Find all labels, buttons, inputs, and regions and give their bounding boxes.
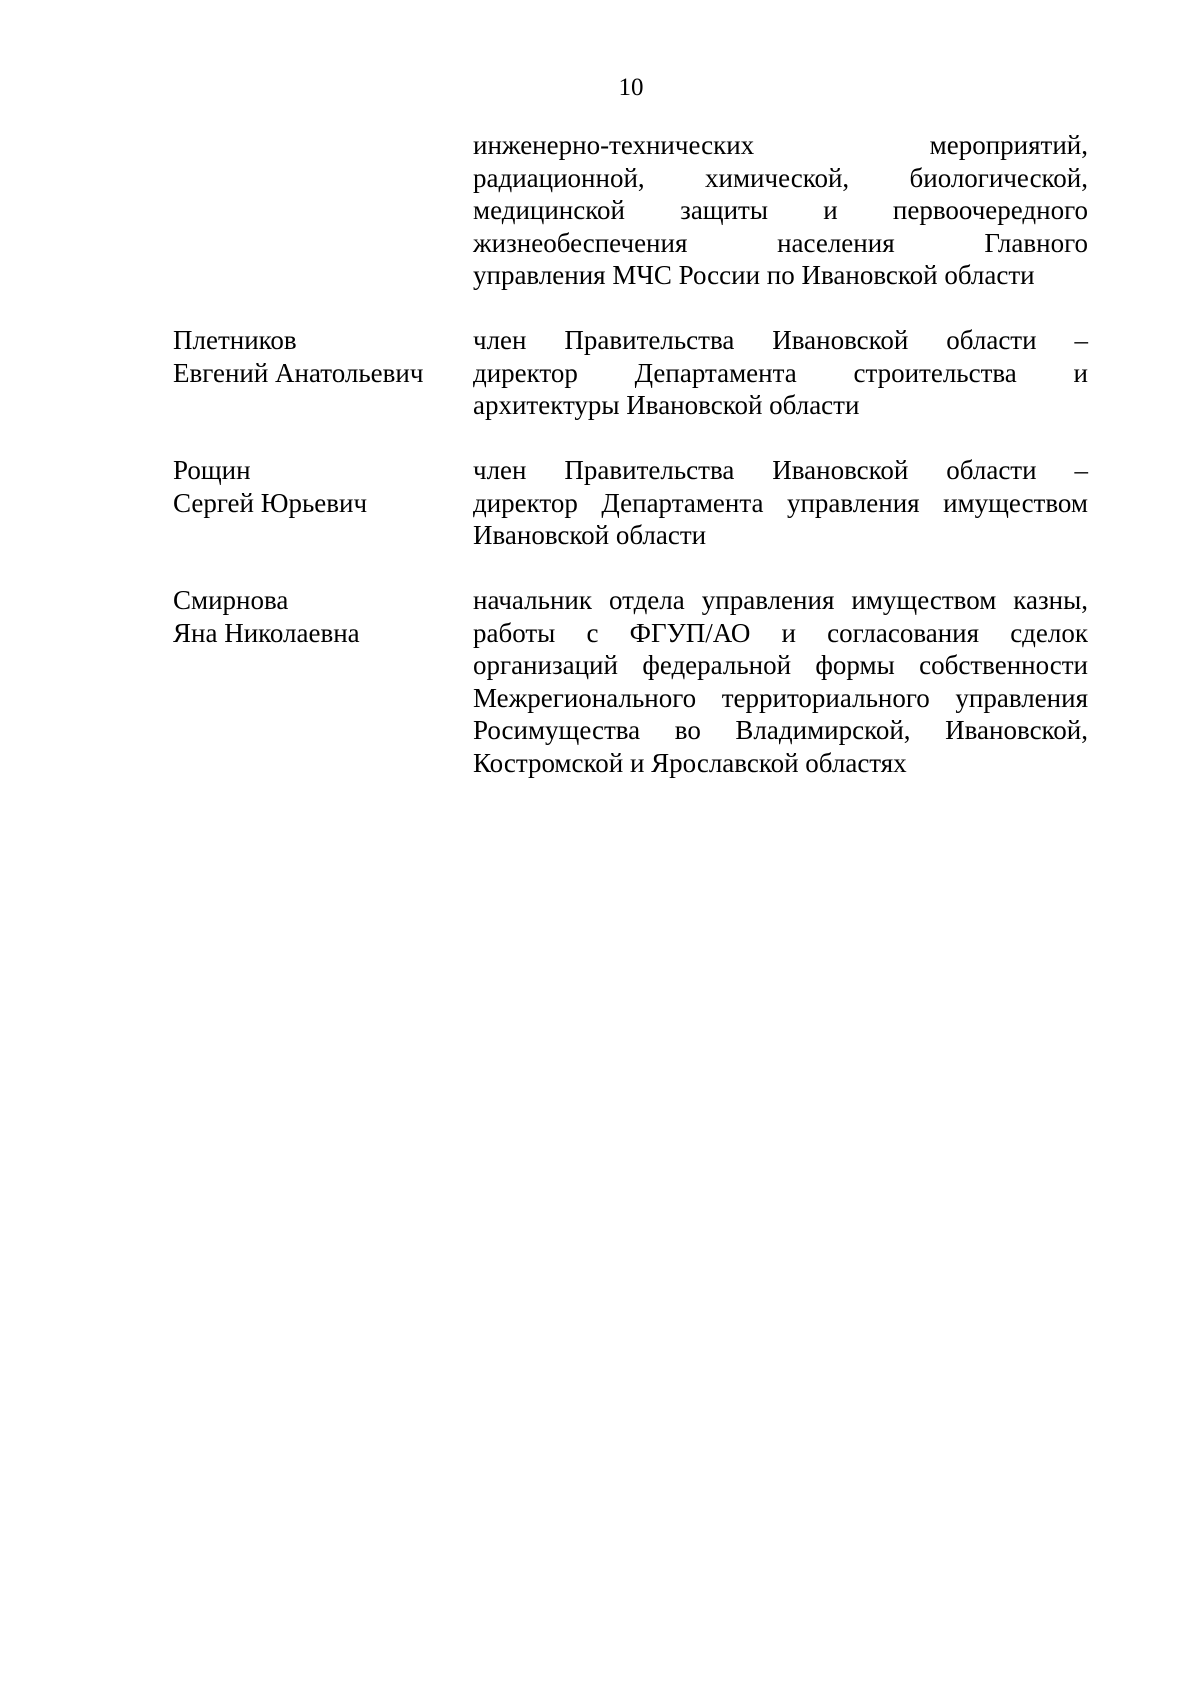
member-role	[473, 129, 1088, 292]
role-line: Костромской и Ярославской областях	[473, 747, 907, 778]
surname: Плетников	[173, 325, 297, 355]
given-names: Яна Николаевна	[173, 617, 360, 648]
role-line: член Правительства Ивановской области –	[473, 325, 1088, 355]
role-line: медицинской защиты и первоочередного	[473, 195, 1088, 225]
role-line: Ивановской области	[473, 520, 707, 550]
surname: Рощин	[173, 455, 251, 485]
page-number: 10	[618, 74, 644, 101]
role-line: директор Департамента строительства и	[473, 357, 1088, 388]
given-names: Евгений Анатольевич	[173, 357, 424, 388]
member-role	[473, 324, 1088, 422]
role-line: работы с ФГУП/АО и согласования сделок	[473, 617, 1088, 648]
role-line: директор Департамента управления имуществом	[473, 487, 1088, 518]
member-role	[473, 584, 1088, 779]
role-line: архитектуры Ивановской области	[473, 390, 860, 420]
given-names: Сергей Юрьевич	[173, 487, 368, 518]
role-line: радиационной, химической, биологической,	[473, 162, 1088, 193]
member-role	[473, 454, 1088, 552]
role-line: начальник отдела управления имуществом казны,	[473, 585, 1088, 615]
role-line: управления МЧС России по Ивановской области	[473, 260, 1035, 290]
surname: Смирнова	[173, 585, 289, 615]
member-name	[173, 454, 463, 519]
role-line: Росимущества во Владимирской, Ивановской,	[473, 715, 1088, 745]
role-line: Межрегионального территориального управления	[473, 682, 1088, 713]
role-line: инженерно-технических мероприятий,	[473, 130, 1088, 160]
role-line: организаций федеральной формы собственности	[473, 650, 1088, 680]
member-name	[173, 324, 463, 389]
role-line: жизнеобеспечения населения Главного	[473, 227, 1088, 258]
role-line: член Правительства Ивановской области –	[473, 455, 1088, 485]
member-name	[173, 584, 463, 649]
